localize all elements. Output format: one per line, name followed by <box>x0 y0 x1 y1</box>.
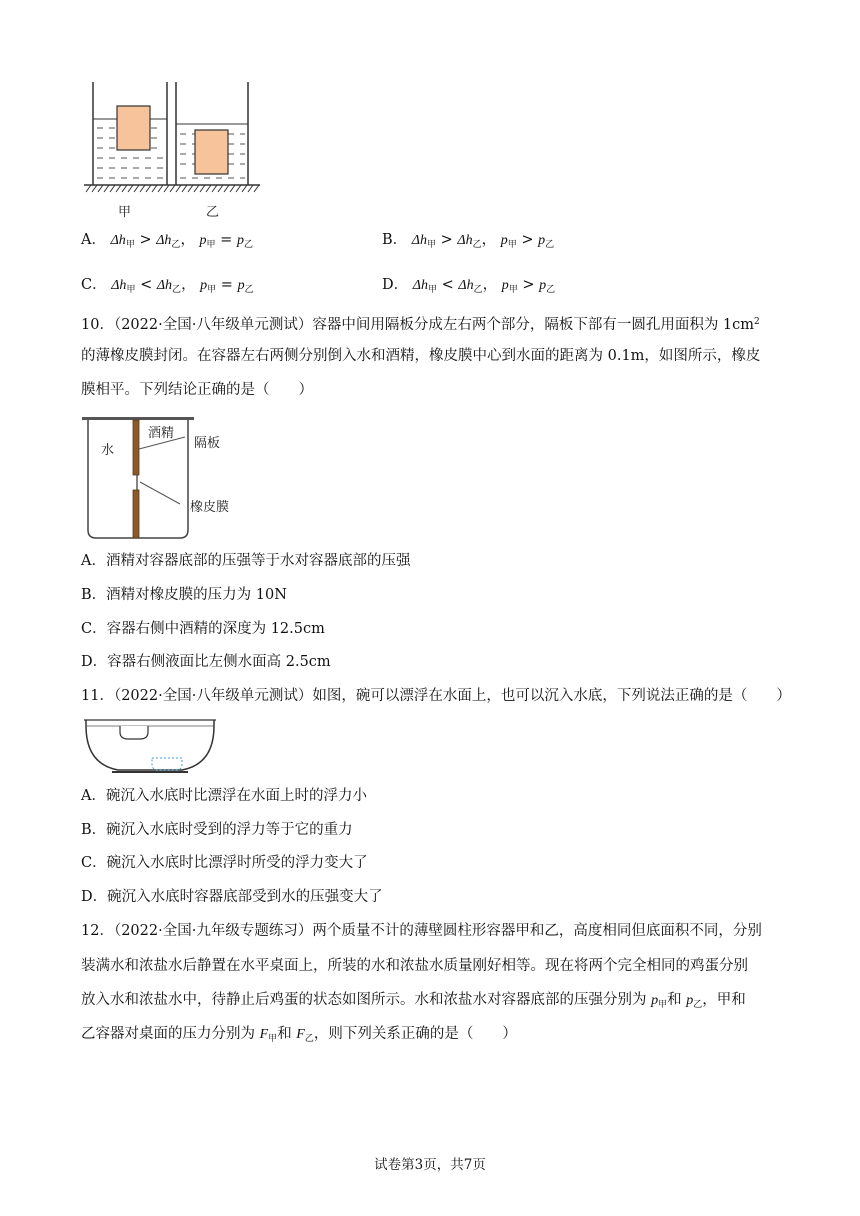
q11-figure <box>84 714 219 776</box>
q10-label-membrane: 橡皮膜 <box>190 500 230 515</box>
q11-option-d: D．碗沉入水底时容器底部受到水的压强变大了 <box>81 889 383 905</box>
q9-figure <box>80 82 270 222</box>
q10-option-b: B．酒精对橡皮膜的压力为 10N <box>81 587 287 603</box>
q11-line1: 11．（2022·全国·八年级单元测试）如图，碗可以漂浮在水面上，也可以沉入水底，下列说法正确的是（ ） <box>81 688 791 704</box>
q10-partition-lower <box>133 490 139 538</box>
q9-option-d: D． $\Delta h_甲 < \Delta h_乙$， $p_甲 > p_乙$ <box>382 277 556 294</box>
q10-option-a: A．酒精对容器底部的压强等于水对容器底部的压强 <box>81 553 411 569</box>
q9-block-right <box>195 130 228 174</box>
q11-option-b: B．碗沉入水底时受到的浮力等于它的重力 <box>81 822 353 838</box>
q10-option-c: C．容器右侧中酒精的深度为 12.5cm <box>81 621 325 637</box>
q10-option-d: D．容器右侧液面比左侧水面高 2.5cm <box>81 654 331 670</box>
q9-option-c: C． $\Delta h_甲 < \Delta h_乙$， $p_甲 = p_乙$ <box>81 277 254 294</box>
q10-label-alcohol: 酒精 <box>148 426 175 441</box>
q12-line2: 装满水和浓盐水后静置在水平桌面上，所装的水和浓盐水质量刚好相等。现在将两个完全相同的鸡蛋分别 <box>81 958 748 974</box>
q10-partition-upper <box>133 420 139 475</box>
q11-sunken-bowl <box>152 758 182 770</box>
q9-label-left: 甲 <box>118 205 132 220</box>
q9-option-b: B． $\Delta h_甲 > \Delta h_乙$， $p_甲 > p_乙$ <box>382 232 555 249</box>
q11-option-c: C．碗沉入水底时比漂浮时所受的浮力变大了 <box>81 855 368 871</box>
q12-line1: 12．（2022·全国·九年级专题练习）两个质量不计的薄壁圆柱形容器甲和乙，高度相同但底面积不同，分别 <box>81 923 762 939</box>
q10-label-water: 水 <box>101 443 115 458</box>
q11-floating-bowl <box>120 726 148 739</box>
q10-line3: 膜相平。下列结论正确的是（ ） <box>81 382 313 398</box>
q12-line4: 乙容器对桌面的压力分别为 $F_甲$和 $F_乙$，则下列关系正确的是（ ） <box>81 1026 517 1044</box>
q10-label-partition: 隔板 <box>194 436 221 451</box>
page-footer: 试卷第3页，共7页 <box>374 1157 486 1173</box>
q11-option-a: A．碗沉入水底时比漂浮在水面上时的浮力小 <box>81 788 367 804</box>
q9-option-a: A． $\Delta h_甲 > \Delta h_乙$， $p_甲 = p_乙$ <box>81 232 253 249</box>
q10-line1: 10．（2022·全国·八年级单元测试）容器中间用隔板分成左右两个部分，隔板下部有一圆孔用面积为 $1cm^2$ <box>81 317 760 333</box>
q10-line2: 的薄橡皮膜封闭。在容器左右两侧分别倒入水和酒精，橡皮膜中心到水面的距离为 0.1m，如图所示，橡皮 <box>81 348 761 364</box>
q12-line3: 放入水和浓盐水中，待静止后鸡蛋的状态如图所示。水和浓盐水对容器底部的压强分别为 $p_甲$和 $p_乙$，甲和 <box>81 992 746 1010</box>
q9-block-left <box>117 106 150 150</box>
q10-figure <box>82 412 252 542</box>
q9-label-right: 乙 <box>206 205 220 220</box>
